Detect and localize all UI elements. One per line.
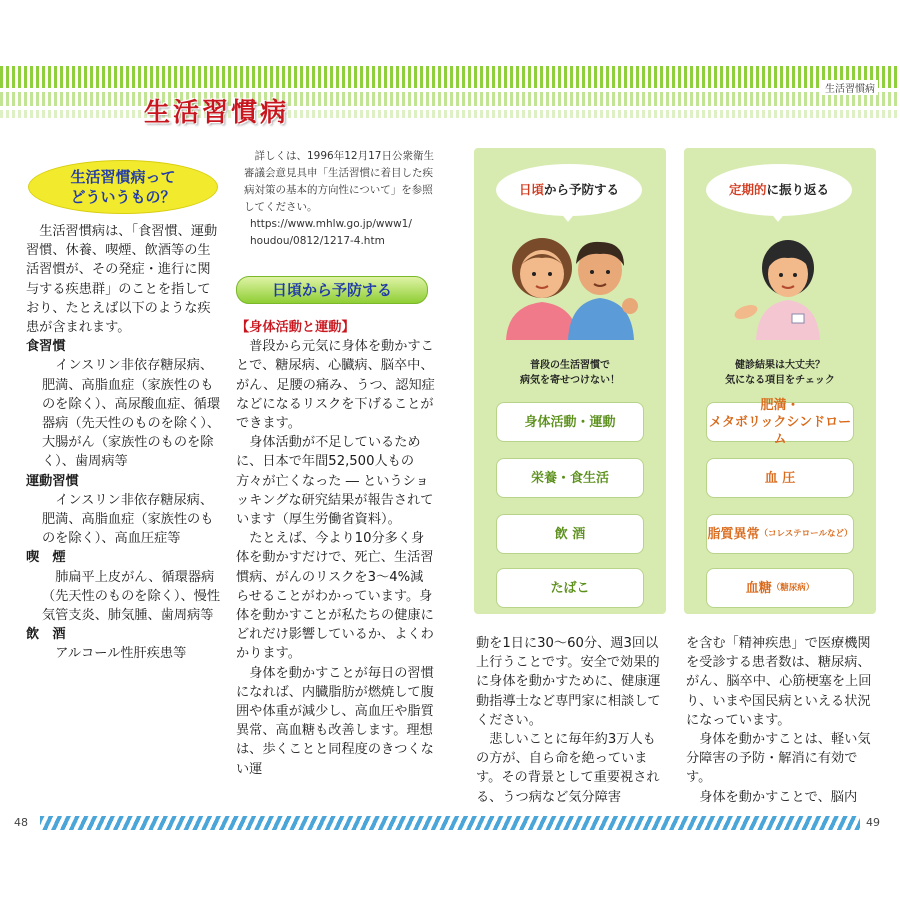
body-paragraph: 普段から元気に身体を動かすことで、糖尿病、心臓病、脳卒中、がん、足腰の痛み、うつ、認知症などになるリスクを下げることができます。 [236, 339, 435, 432]
panel-caption: 健診結果は大丈夫？ 気になる項目をチェック [725, 360, 835, 386]
category-items: アルコール性肝疾患等 [55, 646, 187, 662]
category-items: インスリン非依存糖尿病、肥満、高脂血症（家族性のものを除く）、高血圧症等 [42, 492, 214, 547]
category-items: インスリン非依存糖尿病、肥満、高脂血症（家族性のものを除く）、高尿酸血症、循環器病（先天性のものを除く）、大腸がん（家族性のものを除く）、歯周病等 [42, 358, 221, 470]
right-column-1 [476, 634, 668, 807]
category-heading: 食習慣 [26, 339, 66, 355]
body-paragraph: たとえば、今より10分多く身体を動かすだけで、死亡、生活習慣病、がんのリスクを3～4%減らせることがわかっています。身体を動かすことが私たちの健康にどれだけ影響しているか、よくわかります。 [236, 531, 434, 662]
couple-illustration-icon [494, 228, 646, 340]
oval-title-line-1: 生活習慣病って [70, 168, 176, 186]
category-heading: 飲 酒 [26, 627, 66, 643]
pill-obesity: 肥満・ メタボリックシンドローム [706, 402, 854, 442]
page-title: 生活習慣病 [144, 98, 290, 128]
page-number-left: 48 [14, 816, 28, 829]
category-heading: 運動習慣 [26, 473, 79, 489]
speech-bubble: 日頃から予防する [496, 164, 642, 216]
oval-title-line-2: どういうもの？ [70, 188, 176, 206]
right-column-2 [686, 634, 882, 807]
pill-tobacco: たばこ [496, 568, 644, 608]
body-paragraph: を含む「精神疾患」で医療機関を受診する患者数は、糖尿病、がん、脳卒中、心筋梗塞を上回り、いまや国民病といえる状況になっています。 [686, 636, 872, 728]
pill-blood-sugar: 血糖 （糖尿病） [706, 568, 854, 608]
page-number-right: 49 [866, 816, 880, 829]
reference-url-line-1: https://www.mhlw.go.jp/www1/ [250, 218, 412, 230]
subhead: 【身体活動と運動】 [236, 320, 355, 335]
body-paragraph: 身体を動かすことで、脳内 [699, 789, 858, 805]
reference-text: 詳しくは、1996年12月17日公衆衛生審議会意見具申「生活習慣に着目した疾病対策の基本的方向性について」を参照してください。 [244, 150, 434, 213]
panel-review [684, 148, 876, 614]
speech-bubble: 定期的に振り返る [706, 164, 852, 216]
section-banner: 日頃から予防する [236, 276, 428, 304]
category-items: 肺扁平上皮がん、循環器病（先天性のものを除く）、慢性気管支炎、肺気腫、歯周病等 [42, 569, 221, 624]
pill-drinking: 飲 酒 [496, 514, 644, 554]
reference-url-line-2: houdou/0812/1217-4.htm [250, 235, 385, 247]
left-column-2 [236, 318, 436, 779]
body-paragraph: 悲しいことに毎年約3万人もの方が、自ら命を絶っています。その背景として重要視される、うつ病など気分障害 [476, 732, 660, 805]
body-paragraph: 身体を動かすことは、軽い気分障害の予防・解消に有効です。 [686, 732, 871, 786]
body-paragraph: 身体活動が不足しているために、日本で年間52,500人もの方々が亡くなった ― というショッキングな研究結果が報告されています（厚生労働省資料）。 [236, 435, 434, 528]
running-head: 生活習慣病 [822, 80, 878, 95]
top-decorative-band [0, 62, 900, 132]
pill-nutrition: 栄養・食生活 [496, 458, 644, 498]
section-oval-title [28, 160, 218, 214]
left-column-1 [26, 222, 222, 664]
body-paragraph: 身体を動かすことが毎日の習慣になれば、内臓脂肪が燃焼して腹囲や体重が減少し、高血圧や脂質異常、高血糖も改善します。理想は、歩くことと同程度のきつくない運 [236, 665, 434, 777]
pill-blood-pressure: 血 圧 [706, 458, 854, 498]
intro-paragraph: 生活習慣病は、「食習慣、運動習慣、休養、喫煙、飲酒等の生活習慣が、その発症・進行に関与する疾患群」のことを指しており、たとえば以下のような疾患が含まれます。 [26, 224, 218, 336]
pill-physical-activity: 身体活動・運動 [496, 402, 644, 442]
category-heading: 喫 煙 [26, 550, 66, 566]
nurse-illustration-icon [720, 228, 840, 340]
body-paragraph: 動を1日に30～60分、週3回以上行うことです。安全で効果的に身体を動かすために、健康運動指導士など専門家に相談してください。 [476, 636, 661, 728]
reference-note [236, 148, 436, 250]
panel-prevention [474, 148, 666, 614]
panel-caption: 普段の生活習慣で 病気を寄せつけない！ [520, 360, 620, 386]
bottom-decorative-band [40, 816, 860, 830]
pill-lipid: 脂質異常 （コレステロールなど） [706, 514, 854, 554]
